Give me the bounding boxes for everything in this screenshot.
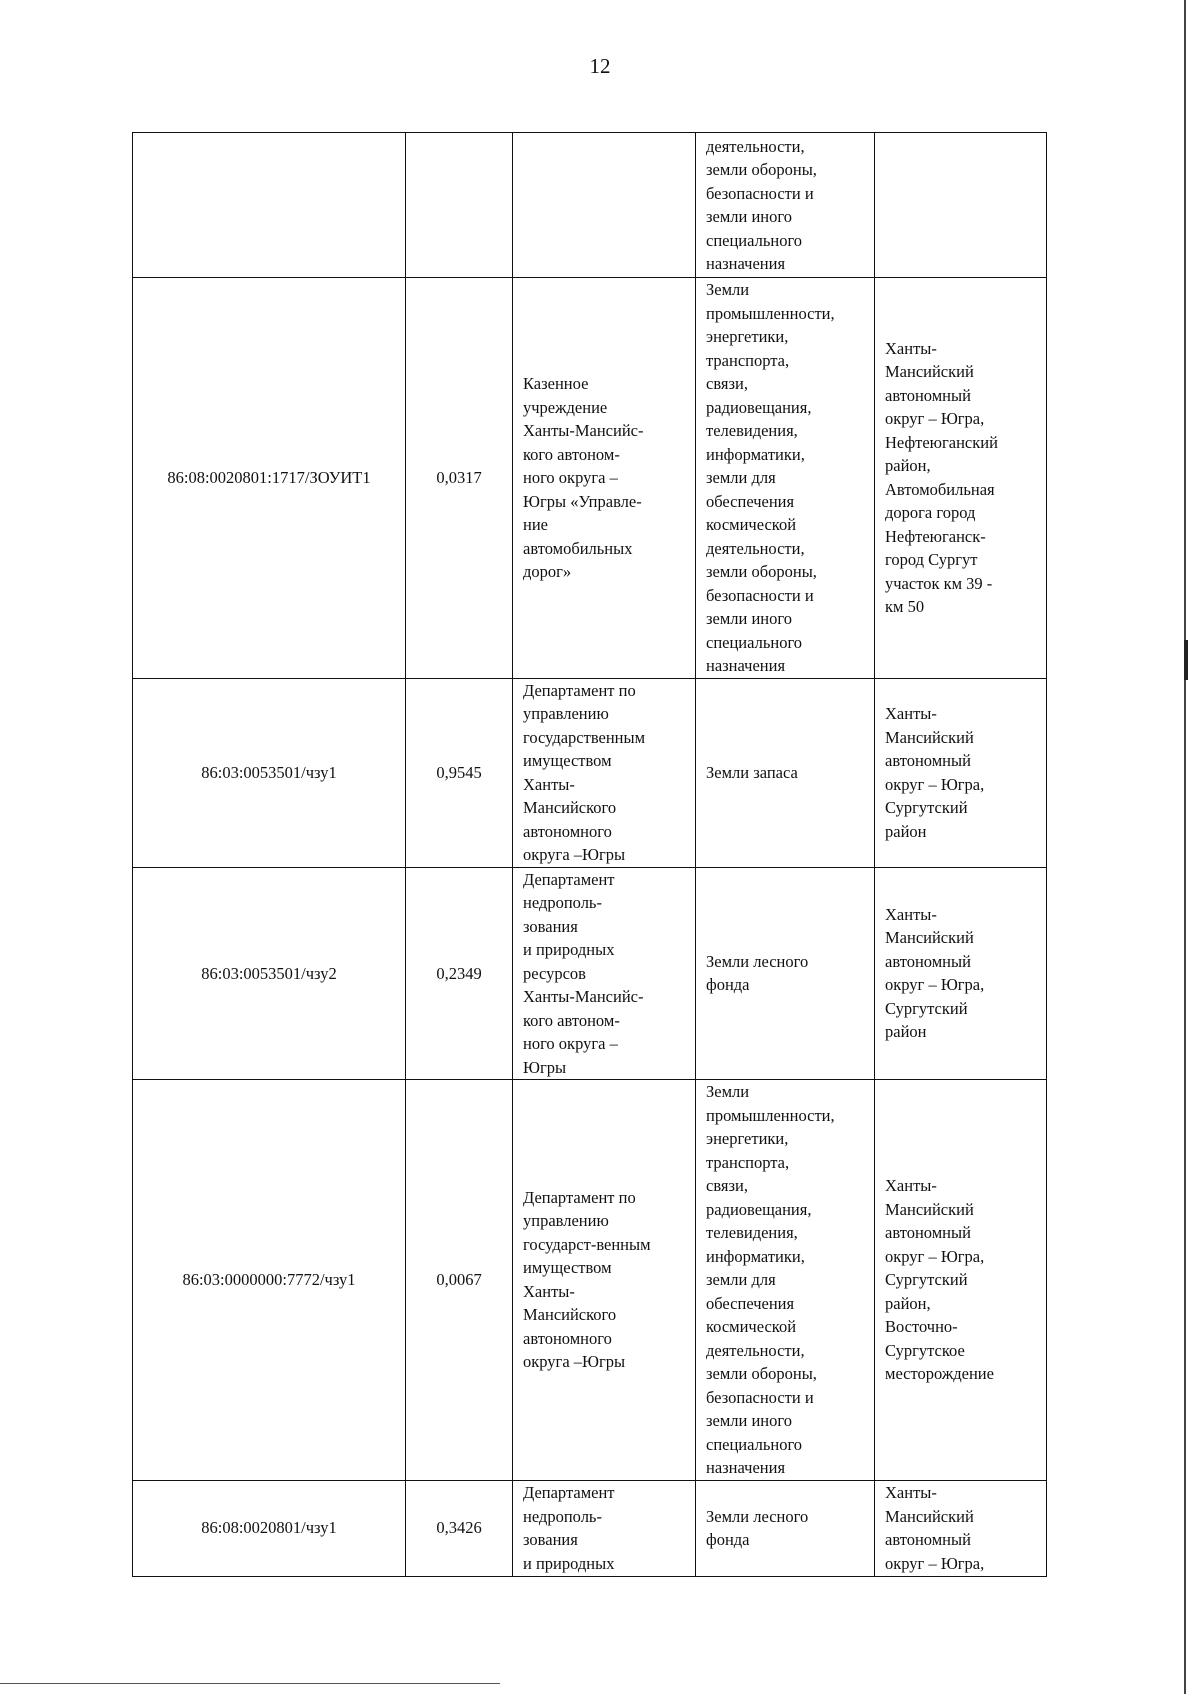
area-cell — [406, 133, 513, 278]
table-row — [133, 1480, 1047, 1576]
table-row — [133, 1080, 1047, 1481]
cadastral-number-cell: 86:08:0020801:1717/ЗОУИТ1 — [133, 278, 406, 679]
location-cell: Ханты- Мансийский автономный округ – Югра, — [875, 1480, 1047, 1576]
organization-cell: Департамент недрополь- зования и природных — [513, 1480, 696, 1576]
area-cell: 0,0067 — [406, 1080, 513, 1481]
organization-cell: Департамент по управлению государственным имуществом Ханты- Мансийского автономного округа –Югры — [513, 678, 696, 867]
scan-edge-mark — [1184, 640, 1188, 680]
cadastral-number-cell: 86:03:0053501/чзу2 — [133, 867, 406, 1080]
land-category-cell: Земли запаса — [696, 678, 875, 867]
table-row — [133, 133, 1047, 278]
cadastral-number-cell: 86:08:0020801/чзу1 — [133, 1480, 406, 1576]
land-category-cell: Земли промышленности, энергетики, транспорта, связи, радиовещания, телевидения, информатики, земли для обеспечения космической деятельности, земли обороны, безопасности и земли иного специального назначения — [696, 278, 875, 679]
scan-bottom-line — [0, 1683, 500, 1684]
land-category-cell: деятельности, земли обороны, безопасности и земли иного специального назначения — [696, 133, 875, 278]
location-cell: Ханты- Мансийский автономный округ – Югра, Сургутский район, Восточно- Сургутское месторождение — [875, 1080, 1047, 1481]
land-category-cell: Земли промышленности, энергетики, транспорта, связи, радиовещания, телевидения, информатики, земли для обеспечения космической деятельности, земли обороны, безопасности и земли иного специального назначения — [696, 1080, 875, 1481]
area-cell: 0,0317 — [406, 278, 513, 679]
location-cell — [875, 133, 1047, 278]
land-plots-table — [132, 132, 1047, 1577]
land-category-cell: Земли лесного фонда — [696, 867, 875, 1080]
organization-cell — [513, 133, 696, 278]
cadastral-number-cell — [133, 133, 406, 278]
area-cell: 0,3426 — [406, 1480, 513, 1576]
organization-cell: Департамент недрополь- зования и природных ресурсов Ханты-Мансийс- кого автоном- ного округа – Югры — [513, 867, 696, 1080]
land-category-cell: Земли лесного фонда — [696, 1480, 875, 1576]
area-cell: 0,9545 — [406, 678, 513, 867]
organization-cell: Казенное учреждение Ханты-Мансийс- кого автоном- ного округа – Югры «Управле- ние автомобильных дорог» — [513, 278, 696, 679]
table-row — [133, 278, 1047, 679]
location-cell: Ханты- Мансийский автономный округ – Югра, Нефтеюганский район, Автомобильная дорога город Нефтеюганск- город Сургут участок км 39 - км 50 — [875, 278, 1047, 679]
location-cell: Ханты- Мансийский автономный округ – Югра, Сургутский район — [875, 678, 1047, 867]
table-row — [133, 867, 1047, 1080]
table-row — [133, 678, 1047, 867]
cadastral-number-cell: 86:03:0053501/чзу1 — [133, 678, 406, 867]
organization-cell: Департамент по управлению государст-венным имуществом Ханты- Мансийского автономного округа –Югры — [513, 1080, 696, 1481]
cadastral-number-cell: 86:03:0000000:7772/чзу1 — [133, 1080, 406, 1481]
area-cell: 0,2349 — [406, 867, 513, 1080]
scan-edge-line — [1184, 0, 1186, 1694]
location-cell: Ханты- Мансийский автономный округ – Югра, Сургутский район — [875, 867, 1047, 1080]
page-number: 12 — [589, 54, 611, 78]
